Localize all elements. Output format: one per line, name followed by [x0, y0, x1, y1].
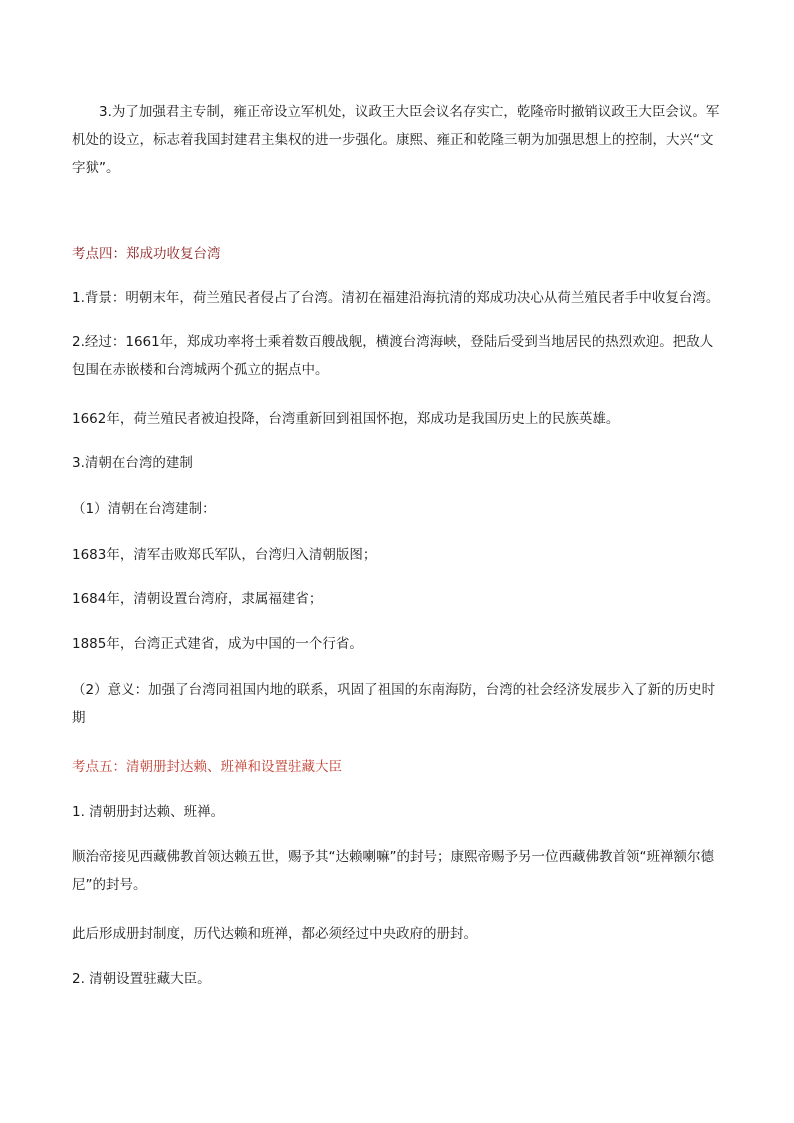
paragraph-qing-taiwan-title: 3.清朝在台湾的建制: [72, 455, 193, 471]
paragraph-qing-taiwan-sub1: （1）清朝在台湾建制：: [72, 501, 216, 517]
paragraph-investiture-system: 此后形成册封制度，历代达赖和班禅，都必须经过中央政府的册封。: [72, 926, 477, 942]
paragraph-1683: 1683年，清军击败郑氏军队，台湾归入清朝版图；: [72, 547, 377, 563]
paragraph-1684: 1684年，清朝设置台湾府，隶属福建省；: [72, 591, 323, 607]
section-heading-point-five: 考点五：清朝册封达赖、班禅和设置驻藏大臣: [72, 759, 342, 775]
paragraph-background: 1.背景：明朝末年，荷兰殖民者侵占了台湾。清初在福建沿海抗清的郑成功决心从荷兰殖民者手中收复台湾。: [72, 290, 720, 306]
paragraph-shunzhi-kangxi: 顺治帝接见西藏佛教首领达赖五世，赐予其“达赖喇嘛”的封号；康熙帝赐予另一位西藏佛教首领“班禅额尔德尼”的封号。: [72, 849, 714, 893]
paragraph-process: 2.经过：1661年，郑成功率将士乘着数百艘战舰，横渡台湾海峡，登陆后受到当地居民的热烈欢迎。把敌人包围在赤嵌楼和台湾城两个孤立的据点中。: [72, 334, 714, 378]
paragraph-1662: 1662年，荷兰殖民者被迫投降，台湾重新回到祖国怀抱，郑成功是我国历史上的民族英雄。: [72, 411, 620, 427]
paragraph-amban-title: 2. 清朝设置驻藏大臣。: [72, 971, 211, 987]
paragraph-dalai-panchen-title: 1. 清朝册封达赖、班禅。: [72, 804, 225, 820]
section-heading-point-four: 考点四：郑成功收复台湾: [72, 246, 221, 262]
paragraph-significance: （2）意义：加强了台湾同祖国内地的联系，巩固了祖国的东南海防，台湾的社会经济发展步入了新的历史时期: [72, 682, 716, 726]
paragraph-military-council: 3.为了加强君主专制，雍正帝设立军机处，议政王大臣会议名存实亡，乾隆帝时撤销议政王大臣会议。军机处的设立，标志着我国封建君主集权的进一步强化。康熙、雍正和乾隆三朝为加强思想上的控制，大兴“文字狱”。: [72, 104, 720, 176]
paragraph-1885: 1885年，台湾正式建省，成为中国的一个行省。: [72, 636, 363, 652]
